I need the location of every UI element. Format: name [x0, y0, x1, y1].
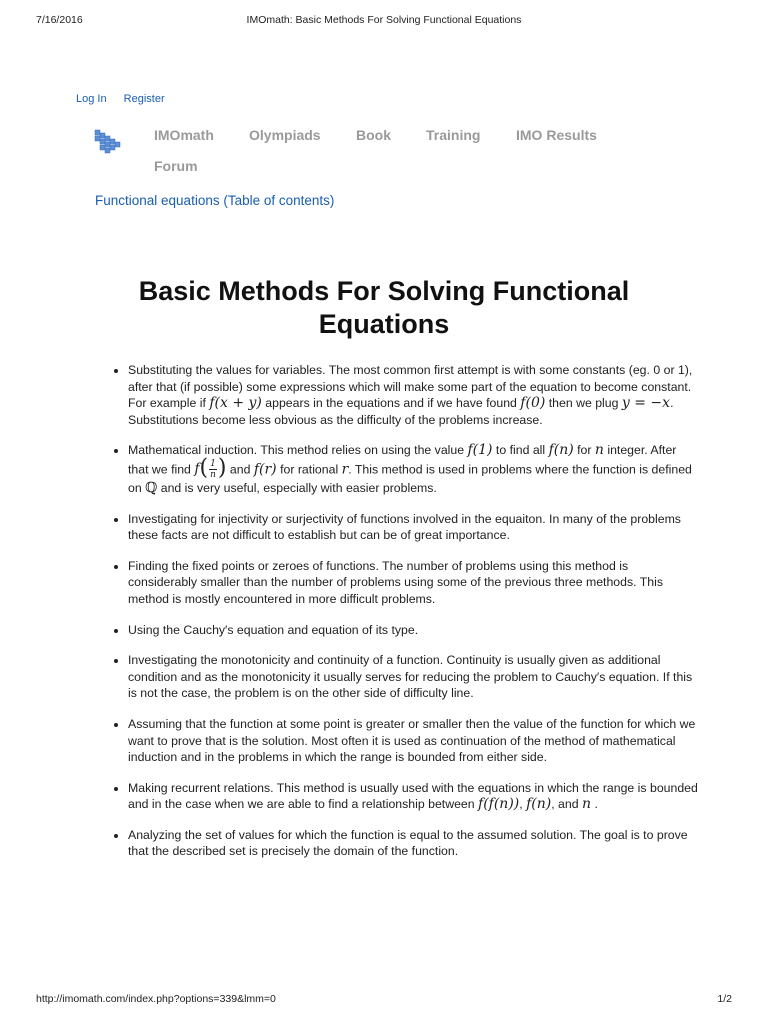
list-item [128, 442, 700, 496]
method-text: appears in the equations and if we have found [261, 396, 521, 411]
nav-item-olympiads[interactable]: Olympiads [249, 127, 321, 143]
print-header [36, 14, 732, 28]
method-text: and [226, 462, 254, 477]
math-expression: f(0) [520, 395, 546, 412]
math-expression: y = −x [621, 395, 671, 412]
list-item: • Using the Cauchy′s equation and equation of its type. [128, 622, 700, 639]
table-of-contents-link[interactable]: Functional equations (Table of contents) [95, 193, 335, 208]
list-item: • Investigating the monotonicity and continuity of a function. Continuity is usually given as additional condition and as the monotonicity it usually serves for reducing the problem to Cauchy′s equation. If this is not the case, the problem is on the other side of difficulty line. [128, 652, 700, 702]
list-item [128, 780, 700, 813]
method-text: , and [551, 797, 582, 812]
math-expression: f(n) [548, 442, 574, 459]
math-expression: f(1) [467, 442, 493, 459]
login-link[interactable]: Log In [76, 93, 107, 105]
nav-item-training[interactable]: Training [426, 127, 481, 143]
math-expression: f(f(n)) [478, 796, 520, 813]
fraction-numerator: 1 [210, 458, 216, 469]
method-text: Substituting the values for variables. The most common first attempt is with some constants (eg. 0 or 1), after that (if possible) some expressions which will make some part of the equation to become constant. For example if [128, 363, 693, 411]
imomath-cube-logo-icon[interactable] [93, 127, 123, 155]
print-page-title: IMOmath: Basic Methods For Solving Functional Equations [246, 14, 522, 26]
nav-item-imomath[interactable]: IMOmath [154, 127, 214, 143]
list-item: • Investigating for injectivity or surjectivity of functions involved in the equaiton. In many of the problems these facts are not difficult to establish but can be of great importance. [128, 511, 700, 544]
print-date: 7/16/2016 [36, 14, 83, 26]
register-link[interactable]: Register [123, 93, 165, 105]
list-item: • Analyzing the set of values for which the function is equal to the assumed solution. The goal is to prove that the described set is precisely the domain of the function. [128, 827, 700, 860]
method-text: . This method is used in problems where the function is defined on [128, 462, 692, 495]
method-text: to find all [492, 443, 549, 458]
math-fraction-expression: f( $\frac{1}{n}$ ) [194, 456, 227, 482]
nav-item-imo-results[interactable]: IMO Results [516, 127, 597, 143]
fraction-denominator: n [210, 469, 216, 480]
methods-list [110, 362, 700, 874]
method-text: for rational [276, 462, 342, 477]
method-text: Mathematical induction. This method relies on using the value [128, 443, 468, 458]
method-text: then we plug [545, 396, 622, 411]
math-expression: r [341, 461, 349, 478]
math-expression: f(r) [253, 461, 277, 478]
math-expression: f(n) [526, 796, 552, 813]
method-text: for [573, 443, 595, 458]
list-item: • Assuming that the function at some point is greater or smaller then the value of the function for which we want to prove that is the solution. Most often it is used as continuation of the method of mathematical induction and in the problems in which the range is bounded from either side. [128, 716, 700, 766]
auth-links [76, 93, 179, 105]
math-expression: f(x + y) [209, 395, 262, 412]
math-expression: n [594, 442, 604, 459]
method-text: . Substitutions become less obvious as the difficulty of the problems increase. [128, 396, 674, 427]
method-text: integer. After that we find [128, 443, 677, 477]
method-text: Making recurrent relations. This method is usually used with the equations in which the range is bounded and in the case when we are able to find a relationship between [128, 780, 698, 812]
list-item [128, 362, 700, 428]
page-title: Basic Methods For Solving Functional Equations [138, 276, 630, 339]
math-expression: n [582, 796, 592, 813]
method-text: , [519, 797, 527, 812]
nav-item-book[interactable]: Book [356, 127, 391, 143]
method-text: . [591, 797, 598, 812]
list-item: • Finding the fixed points or zeroes of functions. The number of problems using this method is considerably smaller than the number of problems using some of the previous three methods. This method is mostly encountered in more difficult problems. [128, 558, 700, 608]
print-url: http://imomath.com/index.php?options=339&lmm=0 [36, 993, 276, 1005]
rational-set-symbol: ℚ [145, 479, 158, 496]
print-footer [36, 993, 732, 1007]
method-text: and is very useful, especially with easier problems. [157, 480, 437, 495]
print-page-number: 1/2 [717, 993, 732, 1005]
main-nav [154, 127, 624, 178]
nav-item-forum[interactable]: Forum [154, 158, 198, 174]
